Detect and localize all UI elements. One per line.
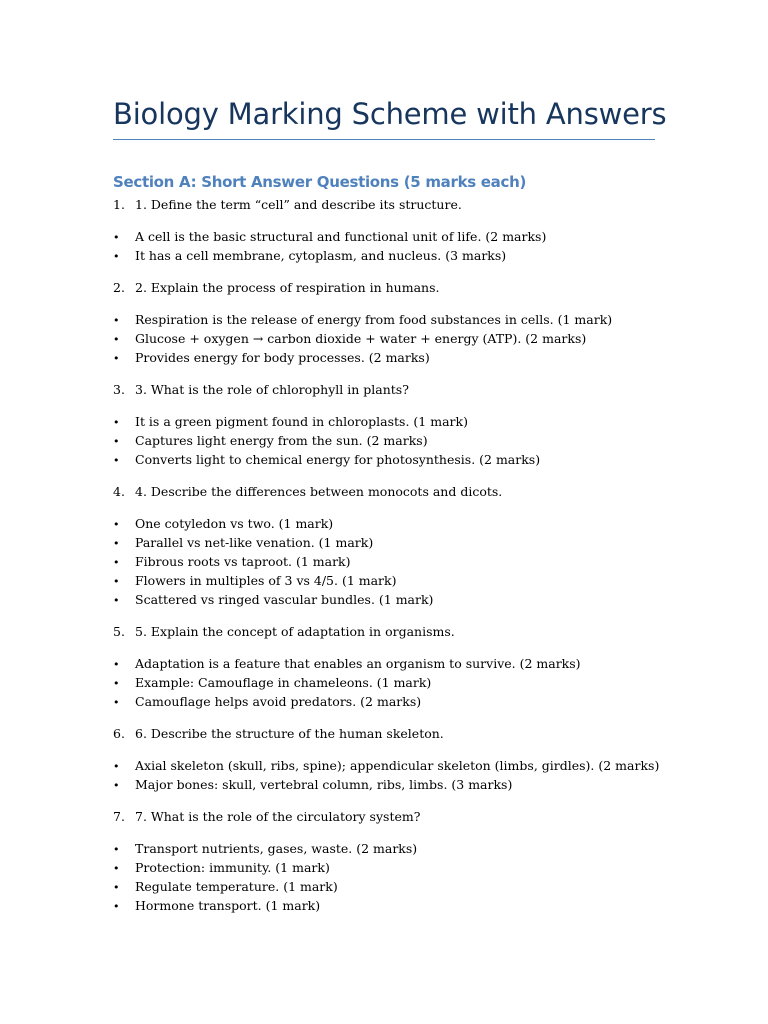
answer-text: Captures light energy from the sun. (2 marks) [135,433,428,448]
bullet-icon: • [113,575,120,588]
answer-text: Protection: immunity. (1 mark) [135,860,330,875]
question-number: 3. [113,382,125,397]
bullet-icon: • [113,454,120,467]
answer-text: Provides energy for body processes. (2 marks) [135,350,430,365]
answer-text: Glucose + oxygen → carbon dioxide + water + energy (ATP). (2 marks) [135,331,587,346]
answer-item [113,246,506,266]
answer-item [113,896,320,916]
answer-item [113,571,397,591]
question-item [113,724,444,744]
bullet-icon: • [113,760,120,773]
question-number: 1. [113,197,125,212]
bullet-icon: • [113,696,120,709]
section-heading: Section A: Short Answer Questions (5 marks each) [113,173,527,191]
answer-item [113,431,428,451]
question-item [113,278,439,298]
bullet-icon: • [113,594,120,607]
bullet-icon: • [113,556,120,569]
answer-text: It has a cell membrane, cytoplasm, and nucleus. (3 marks) [135,248,507,263]
bullet-icon: • [113,677,120,690]
bullet-icon: • [113,862,120,875]
answer-item [113,329,586,349]
bullet-icon: • [113,352,120,365]
bullet-icon: • [113,518,120,531]
bullet-icon: • [113,314,120,327]
answer-item [113,839,417,859]
bullet-icon: • [113,881,120,894]
bullet-icon: • [113,333,120,346]
answer-item [113,514,333,534]
answer-text: Respiration is the release of energy from food substances in cells. (1 mark) [135,312,613,327]
question-item [113,482,502,502]
answer-text: One cotyledon vs two. (1 mark) [135,516,334,531]
answer-text: Adaptation is a feature that enables an organism to survive. (2 marks) [135,656,581,671]
bullet-icon: • [113,435,120,448]
answer-item [113,552,351,572]
answer-text: Transport nutrients, gases, waste. (2 marks) [135,841,418,856]
bullet-icon: • [113,537,120,550]
question-number: 2. [113,280,125,295]
answer-item [113,533,373,553]
answer-item [113,877,338,897]
answer-text: Fibrous roots vs taproot. (1 mark) [135,554,351,569]
answer-text: A cell is the basic structural and functional unit of life. (2 marks) [135,229,547,244]
answer-item [113,450,540,470]
bullet-icon: • [113,231,120,244]
question-text: 4. Describe the differences between monocots and dicots. [135,484,503,499]
answer-text: Hormone transport. (1 mark) [135,898,321,913]
bullet-icon: • [113,843,120,856]
question-item [113,195,462,215]
answer-item [113,654,581,674]
question-text: 1. Define the term “cell” and describe its structure. [135,197,462,212]
question-item [113,807,420,827]
question-text: 2. Explain the process of respiration in humans. [135,280,440,295]
answer-text: Major bones: skull, vertebral column, ribs, limbs. (3 marks) [135,777,513,792]
answer-text: Axial skeleton (skull, ribs, spine); appendicular skeleton (limbs, girdles). (2 marks) [135,758,660,773]
question-number: 5. [113,624,125,639]
answer-text: Converts light to chemical energy for photosynthesis. (2 marks) [135,452,541,467]
answer-text: Example: Camouflage in chameleons. (1 mark) [135,675,432,690]
answer-item [113,310,612,330]
answer-text: Parallel vs net-like venation. (1 mark) [135,535,374,550]
question-number: 4. [113,484,125,499]
answer-item [113,348,430,368]
answer-item [113,412,468,432]
bullet-icon: • [113,779,120,792]
bullet-icon: • [113,900,120,913]
bullet-icon: • [113,250,120,263]
answer-text: It is a green pigment found in chloroplasts. (1 mark) [135,414,468,429]
answer-text: Scattered vs ringed vascular bundles. (1 mark) [135,592,434,607]
question-item [113,380,409,400]
question-text: 6. Describe the structure of the human skeleton. [135,726,444,741]
answer-text: Flowers in multiples of 3 vs 4/5. (1 mark) [135,573,397,588]
answer-item [113,590,433,610]
answer-item [113,775,512,795]
answer-item [113,692,421,712]
answer-item [113,673,431,693]
bullet-icon: • [113,658,120,671]
answer-item [113,756,659,776]
question-number: 6. [113,726,125,741]
question-item [113,622,455,642]
answer-item [113,227,546,247]
answer-text: Regulate temperature. (1 mark) [135,879,338,894]
question-text: 3. What is the role of chlorophyll in plants? [135,382,409,397]
answer-text: Camouflage helps avoid predators. (2 marks) [135,694,422,709]
answer-item [113,858,330,878]
bullet-icon: • [113,416,120,429]
document-title: Biology Marking Scheme with Answers [113,97,667,131]
question-text: 5. Explain the concept of adaptation in organisms. [135,624,455,639]
question-number: 7. [113,809,125,824]
question-text: 7. What is the role of the circulatory system? [135,809,421,824]
